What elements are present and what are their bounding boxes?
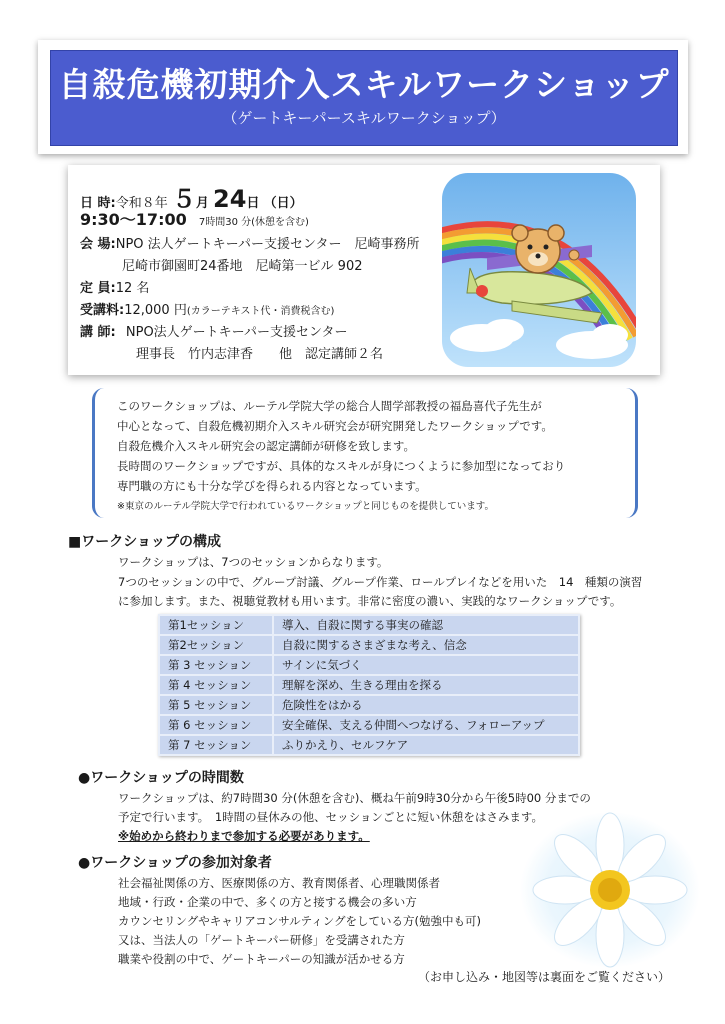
audience-line: 地域・行政・企業の中で、多くの方と接する機会の多い方 (118, 895, 417, 909)
session-name: 第 4 セッション (160, 676, 272, 694)
title-banner (50, 50, 678, 146)
table-row (160, 696, 578, 714)
session-name: 第 3 セッション (160, 656, 272, 674)
date-month-unit: 月 (195, 196, 209, 211)
audience-line: 又は、当法人の「ゲートキーパー研修」を受講された方 (118, 933, 405, 947)
lecturer-names: 理事長 竹内志津香 他 認定講師２名 (136, 347, 384, 362)
page-title: 自殺危機初期介入スキルワークショップ (58, 65, 670, 104)
fee-row (80, 299, 334, 318)
intro-box (92, 388, 638, 518)
audience-line: 社会福祉関係の方、医療関係の方、教育関係者、心理職関係者 (118, 876, 440, 890)
lecturer-label: 講 師: (80, 325, 116, 340)
session-topic: 自殺に関するさまざまな考え、信念 (274, 636, 578, 654)
intro-line: このワークショップは、ルーテル学院大学の総合人間学部教授の福島喜代子先生が (117, 399, 542, 413)
date-weekday: （日） (263, 196, 303, 211)
session-table (158, 614, 580, 756)
footer-note: （お申し込み・地図等は裏面をご覧ください） (418, 970, 671, 984)
session-name: 第 5 セッション (160, 696, 272, 714)
hours-line: 予定で行います。 1時間の昼休みの他、セッションごとに短い休憩をはさみます。 (118, 810, 543, 824)
venue-label: 会 場: (80, 237, 116, 252)
date-era: 令和８年 (115, 196, 168, 211)
table-row (160, 616, 578, 634)
table-row (160, 636, 578, 654)
session-topic: ふりかえり、セルフケア (274, 736, 578, 754)
structure-heading: ■ワークショップの構成 (68, 534, 221, 550)
intro-line: 自殺危機介入スキル研究会の認定講師が研修を致します。 (117, 439, 415, 453)
session-name: 第1セッション (160, 616, 272, 634)
intro-note: ※東京のルーテル学院大学で行われているワークショップと同じものを提供しています。 (117, 501, 495, 512)
venue-address: 尼崎市御園町24番地 尼崎第一ビル 902 (122, 259, 363, 274)
structure-line: に参加します。また、視聴覚教材も用います。非常に密度の濃い、実践的なワークショップです。 (118, 594, 622, 608)
table-row (160, 736, 578, 754)
venue-row (80, 233, 420, 252)
structure-line: ワークショップは、7つのセッションからなります。 (118, 555, 389, 569)
capacity-value: 12 名 (115, 281, 150, 296)
capacity-row (80, 277, 149, 296)
hours-emphasis: ※始めから終わりまで参加する必要があります。 (118, 829, 370, 843)
session-topic: サインに気づく (274, 656, 578, 674)
hours-heading: ●ワークショップの時間数 (78, 770, 244, 786)
audience-line: カウンセリングやキャリアコンサルティングをしている方(勉強中も可) (118, 914, 481, 928)
table-row (160, 676, 578, 694)
table-row (160, 656, 578, 674)
session-topic: 安全確保、支える仲間へつなげる、フォローアップ (274, 716, 578, 734)
intro-line: 専門職の方にも十分な学びを得られる内容となっています。 (117, 479, 427, 493)
page-subtitle: （ゲートキーパースキルワークショップ） (222, 109, 506, 127)
time-row (80, 207, 309, 230)
session-name: 第 6 セッション (160, 716, 272, 734)
audience-line: 職業や役割の中で、ゲートキーパーの知識が活かせる方 (118, 952, 405, 966)
date-label: 日 時: (80, 196, 116, 211)
session-name: 第 7 セッション (160, 736, 272, 754)
fee-note: (カラーテキスト代・消費税含む) (186, 306, 335, 317)
audience-heading: ●ワークショップの参加対象者 (78, 855, 272, 871)
session-topic: 理解を深め、生きる理由を探る (274, 676, 578, 694)
event-time: 9:30〜17:00 (80, 210, 187, 229)
table-row (160, 716, 578, 734)
airplane-bear-illustration (442, 173, 636, 367)
date-day-unit: 日 (246, 196, 260, 211)
structure-line: 7つのセッションの中で、グループ討議、グループ作業、ロールプレイなどを用いた 14 種類の演習 (118, 575, 643, 589)
intro-line: 中心となって、自殺危機初期介入スキル研究会が研究開発したワークショップです。 (117, 419, 553, 433)
fee-label: 受講料: (80, 303, 125, 318)
session-topic: 導入、自殺に関する事実の確認 (274, 616, 578, 634)
lecturer-org: NPO法人ゲートキーパー支援センター (125, 325, 348, 340)
venue-name: NPO 法人ゲートキーパー支援センター 尼崎事務所 (115, 237, 420, 252)
date-month: ５ (171, 185, 196, 213)
rainbow-airplane-icon (442, 173, 636, 367)
event-info-box (68, 165, 660, 375)
date-day: 24 (213, 185, 247, 213)
fee-value: 12,000 円 (124, 303, 187, 318)
capacity-label: 定 員: (80, 281, 116, 296)
session-name: 第2セッション (160, 636, 272, 654)
intro-line: 長時間のワークショップですが、具体的なスキルが身につくように参加型になっており (117, 459, 566, 473)
lecturer-row (80, 321, 348, 340)
time-note: 7時間30 分(休憩を含む) (198, 217, 309, 228)
session-topic: 危険性をはかる (274, 696, 578, 714)
hours-line: ワークショップは、約7時間30 分(休憩を含む)、概ね午前9時30分から午後5時00 分までの (118, 791, 591, 805)
